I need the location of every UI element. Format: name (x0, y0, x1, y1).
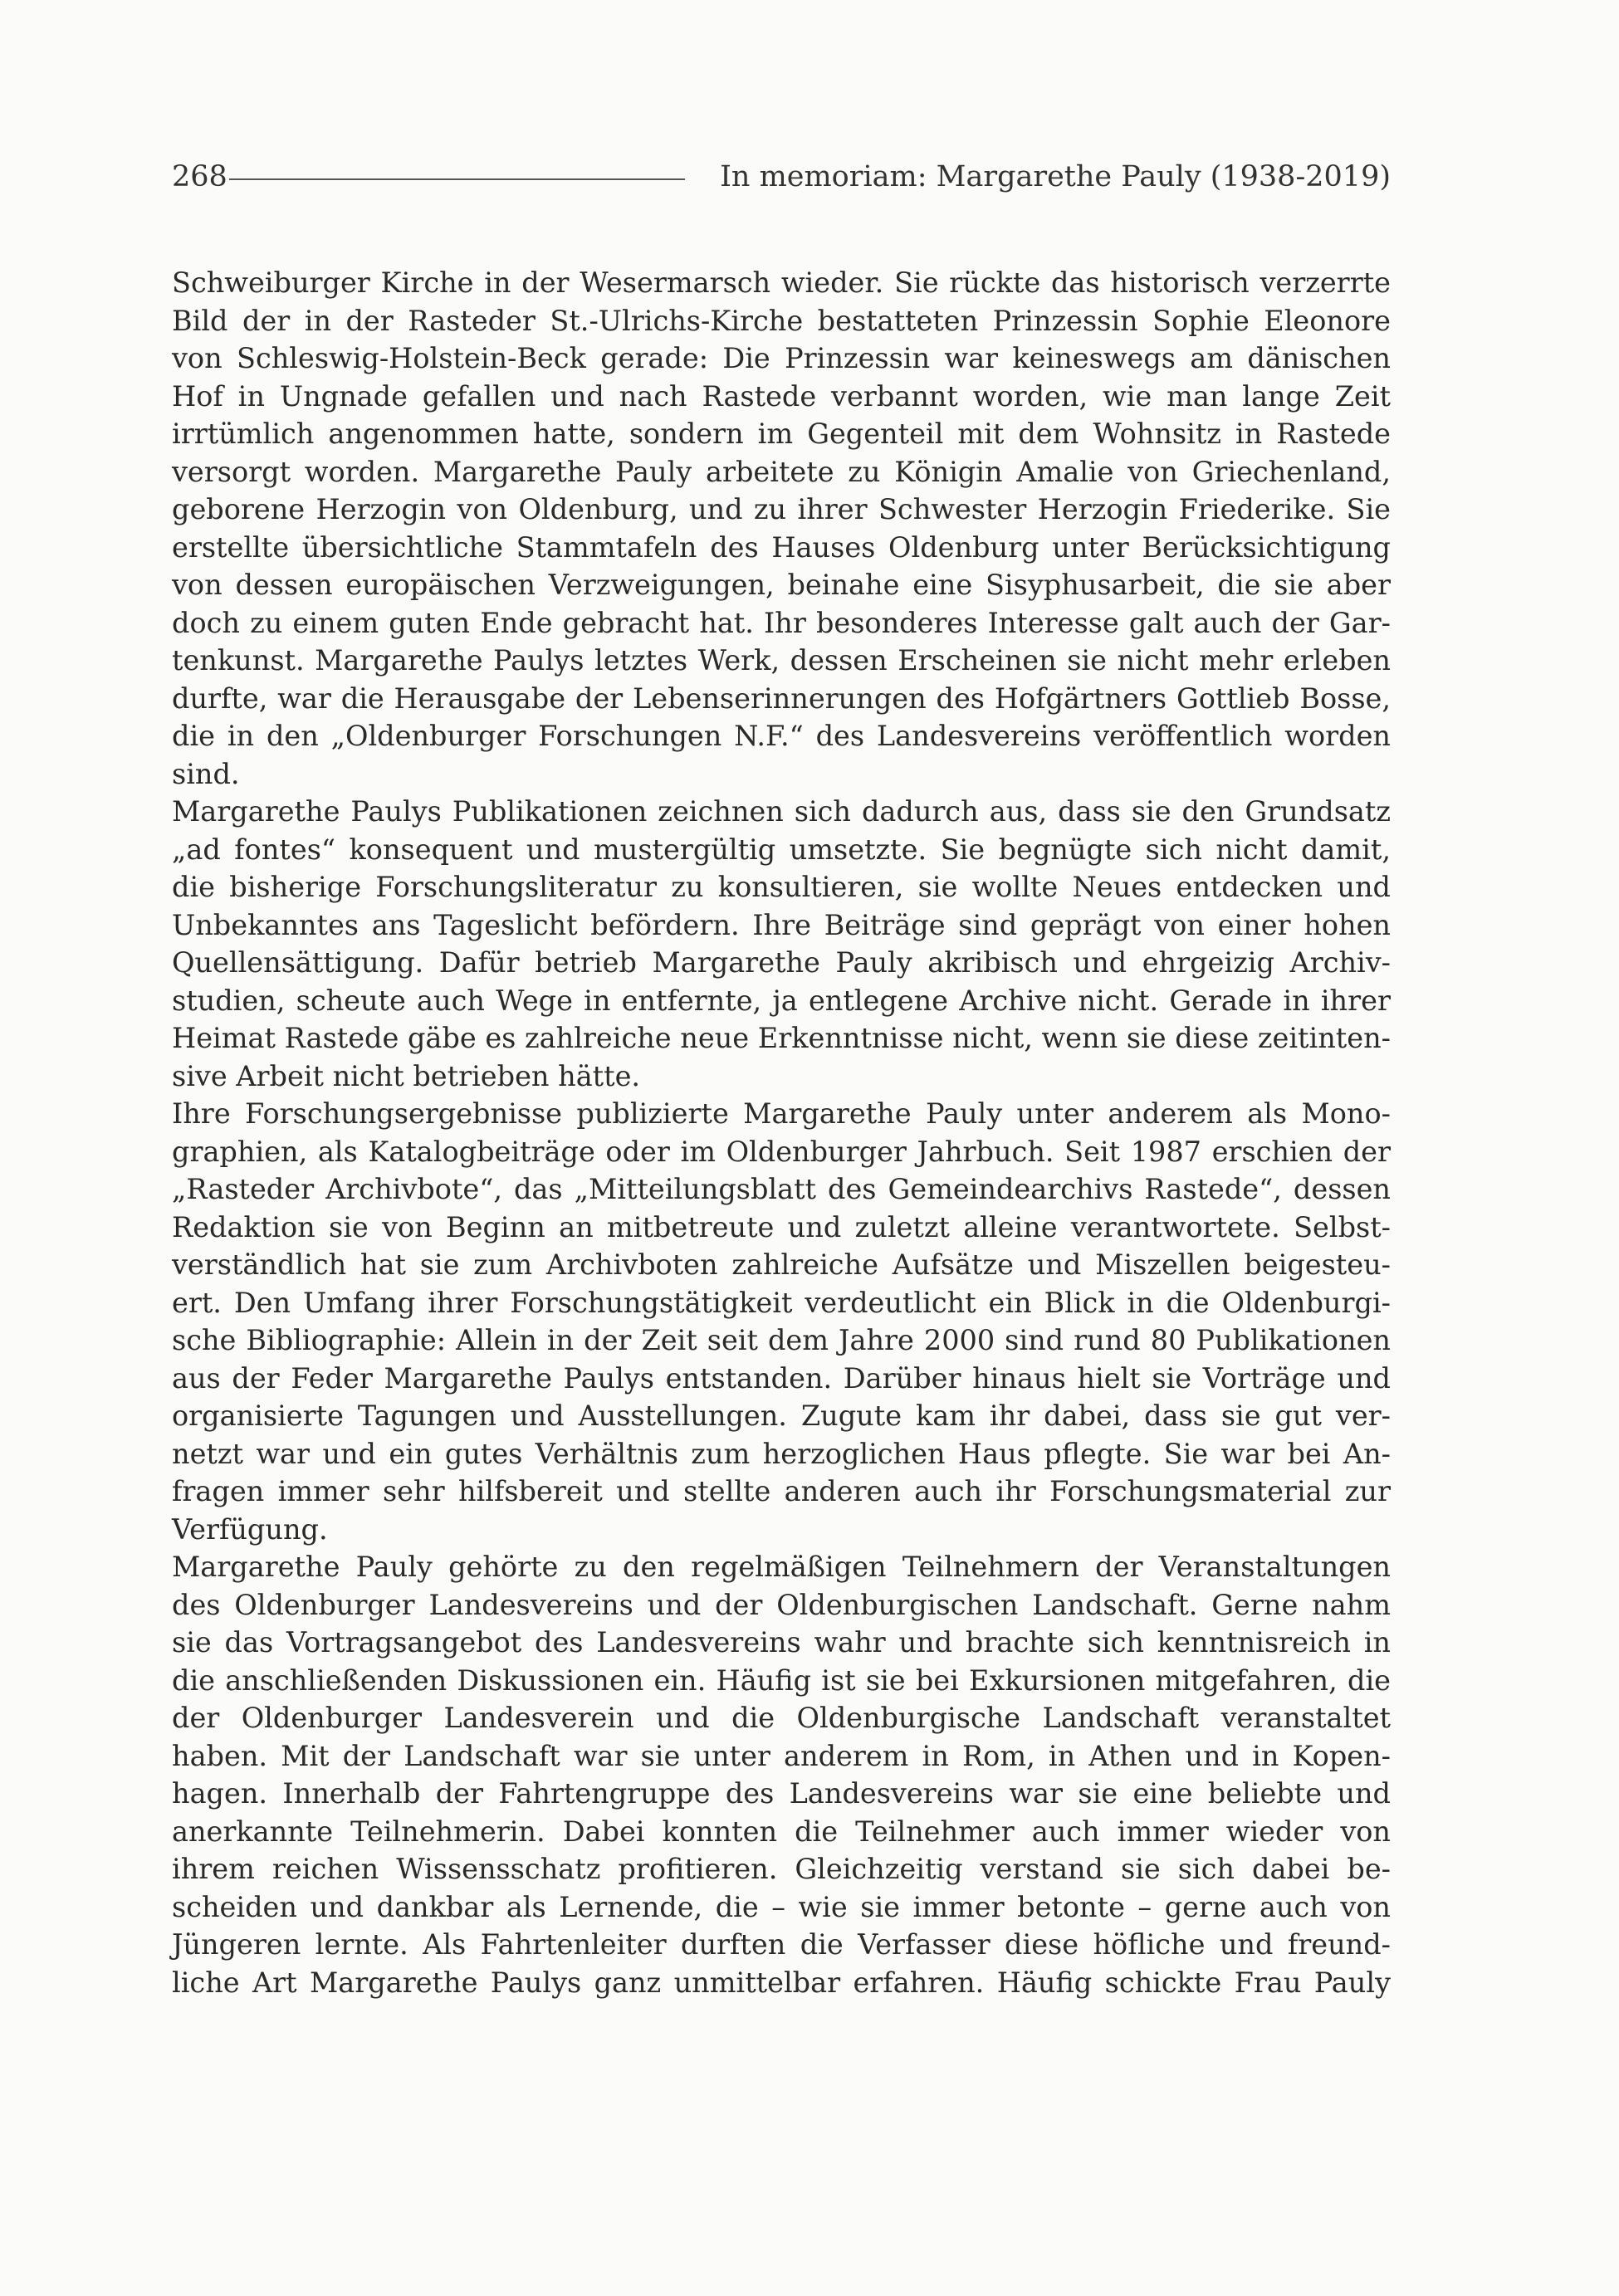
text-line: sie das Vortragsangebot des Landesvereins wahr und brachte sich kenntnisreich in (172, 1626, 1391, 1658)
header-rule (229, 178, 685, 180)
text-line: Margarethe Pauly gehörte zu den regelmäßigen Teilnehmern der Veranstaltungen (172, 1551, 1391, 1583)
text-line: Redaktion sie von Beginn an mitbetreute und zuletzt alleine verantwortete. Selbst- (172, 1210, 1391, 1243)
text-line: die anschließenden Diskussionen ein. Häufig ist sie bei Exkursionen mitgefahren, die (172, 1663, 1391, 1697)
text-line: Ihre Forschungsergebnisse publizierte Margarethe Pauly unter anderem als Mono- (172, 1097, 1391, 1130)
text-line: die bisherige Forschungsliteratur zu konsultieren, sie wollte Neues entdecken und (172, 871, 1391, 903)
text-line: versorgt worden. Margarethe Pauly arbeitete zu Königin Amalie von Griechenland, (172, 455, 1391, 488)
text-line: „ad fontes“ konsequent und mustergültig umsetzte. Sie begnügte sich nicht damit, (172, 833, 1391, 866)
running-title: In memoriam: Margarethe Pauly (1938-2019) (720, 160, 1391, 193)
text-line: die in den „Oldenburger Forschungen N.F.“ des Landesvereins veröffentlich worden (172, 720, 1391, 752)
text-line: Jüngeren lernte. Als Fahrtenleiter durften die Verfasser diese höfliche und freund- (172, 1928, 1391, 1961)
text-line: durfte, war die Herausgabe der Lebenserinnerungen des Hofgärtners Gottlieb Bosse, (172, 681, 1391, 715)
text-line: irrtümlich angenommen hatte, sondern im Gegenteil mit dem Wohnsitz in Rastede (172, 418, 1391, 450)
text-line: von dessen europäischen Verzweigungen, beinahe eine Sisyphusarbeit, die sie aber (172, 569, 1391, 601)
text-line: aus der Feder Margarethe Paulys entstanden. Darüber hinaus hielt sie Vorträge und (172, 1361, 1391, 1395)
text-line: Quellensättigung. Dafür betrieb Margarethe Pauly akribisch und ehrgeizig Archiv- (172, 946, 1391, 979)
text-line: von Schleswig-Holstein-Beck gerade: Die Prinzessin war keineswegs am dänischen (172, 342, 1391, 374)
text-line: Verfügung. (172, 1512, 328, 1546)
text-line: liche Art Margarethe Paulys ganz unmittelbar erfahren. Häufig schickte Frau Pauly (172, 1966, 1391, 1999)
body-text (172, 264, 1391, 2001)
text-line: graphien, als Katalogbeiträge oder im Oldenburger Jahrbuch. Seit 1987 erschien der (172, 1135, 1391, 1168)
text-line: scheiden und dankbar als Lernende, die – wie sie immer betonte – gerne auch von (172, 1890, 1391, 1923)
text-line: fragen immer sehr hilfsbereit und stellte anderen auch ihr Forschungsmaterial zur (172, 1475, 1391, 1507)
text-line: haben. Mit der Landschaft war sie unter anderem in Rom, in Athen und in Kopen- (172, 1739, 1391, 1772)
text-line: tenkunst. Margarethe Paulys letztes Werk, dessen Erscheinen sie nicht mehr erleben (172, 644, 1391, 677)
text-line: geborene Herzogin von Oldenburg, und zu ihrer Schwester Herzogin Friederike. Sie (172, 493, 1391, 525)
text-line: Margarethe Paulys Publikationen zeichnen sich dadurch aus, dass sie den Grundsatz (172, 795, 1391, 828)
text-line: Schweiburger Kirche in der Wesermarsch wieder. Sie rückte das historisch verzerrte (172, 266, 1391, 299)
text-line: organisierte Tagungen und Ausstellungen. Zugute kam ihr dabei, dass sie gut ver- (172, 1400, 1391, 1432)
text-line: sche Bibliographie: Allein in der Zeit seit dem Jahre 2000 sind rund 80 Publikationen (172, 1324, 1391, 1356)
text-line: ihrem reichen Wissensschatz profitieren. Gleichzeitig verstand sie sich dabei be- (172, 1853, 1391, 1885)
page-number: 268 (172, 160, 227, 193)
running-header (172, 156, 1391, 198)
text-line: verständlich hat sie zum Archivboten zahlreiche Aufsätze und Miszellen beigesteu- (172, 1248, 1391, 1281)
text-line: „Rasteder Archivbote“, das „Mitteilungsblatt des Gemeindearchivs Rastede“, dessen (172, 1173, 1391, 1205)
text-line: sive Arbeit nicht betrieben hätte. (172, 1059, 641, 1092)
text-line: der Oldenburger Landesverein und die Oldenburgische Landschaft veranstaltet (172, 1702, 1391, 1734)
text-line: doch zu einem guten Ende gebracht hat. Ihr besonderes Interesse galt auch der Gar- (172, 606, 1391, 639)
text-line: des Oldenburger Landesvereins und der Oldenburgischen Landschaft. Gerne nahm (172, 1588, 1391, 1621)
text-line: anerkannte Teilnehmerin. Dabei konnten die Teilnehmer auch immer wieder von (172, 1815, 1391, 1848)
text-line: Unbekanntes ans Tageslicht befördern. Ihre Beiträge sind geprägt von einer hohen (172, 908, 1391, 941)
text-line: Hof in Ungnade gefallen und nach Rastede verbannt worden, wie man lange Zeit (172, 379, 1391, 413)
text-line: hagen. Innerhalb der Fahrtengruppe des Landesvereins war sie eine beliebte und (172, 1777, 1391, 1810)
text-line: netzt war und ein gutes Verhältnis zum herzoglichen Haus pflegte. Sie war bei An- (172, 1437, 1391, 1470)
text-line: Heimat Rastede gäbe es zahlreiche neue Erkenntnisse nicht, wenn sie diese zeitinten- (172, 1022, 1391, 1054)
text-line: Bild der in der Rasteder St.-Ulrichs-Kirche bestatteten Prinzessin Sophie Eleonore (172, 304, 1391, 337)
text-line: studien, scheute auch Wege in entfernte, ja entlegene Archive nicht. Gerade in ihrer (172, 984, 1391, 1017)
text-line: erstellte übersichtliche Stammtafeln des Hauses Oldenburg unter Berücksichtigung (172, 530, 1391, 564)
text-line: sind. (172, 757, 240, 790)
text-line: ert. Den Umfang ihrer Forschungstätigkeit verdeutlicht ein Blick in die Oldenburgi- (172, 1286, 1391, 1319)
